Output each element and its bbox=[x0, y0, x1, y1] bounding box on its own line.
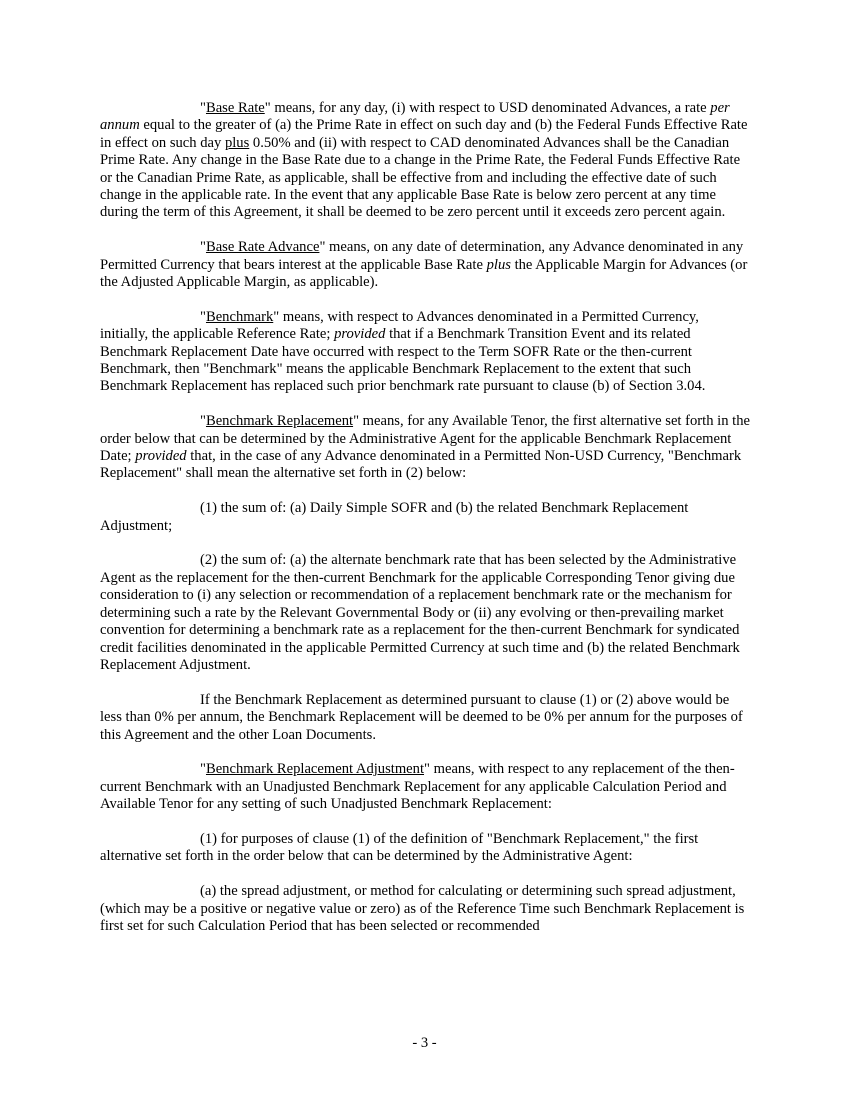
floor-provision: If the Benchmark Replacement as determined pursuant to clause (1) or (2) above would be less than 0% per annum, the Benchmark Replacement will be deemed to be 0% per annum for the purposes of this Agreement and the other Loan Documents. bbox=[100, 691, 743, 743]
document-body bbox=[100, 100, 750, 935]
definition-text: that, in the case of any Advance denominated in a Permitted Non-USD Currency, "Benchmark Replacement" shall mean the alternative set forth in (2) below: bbox=[100, 448, 742, 482]
definition-text: " means, for any day, (i) with respect to USD denominated Advances, a rate bbox=[264, 100, 711, 116]
italic-text: provided bbox=[135, 448, 187, 465]
open-quote: " bbox=[200, 100, 206, 116]
definition-text: 0.50% and (ii) with respect to CAD denominated Advances shall be the Canadian Prime Rate. Any change in the Base Rate due to a change in the Prime Rate, the Federal Funds Effective Rate or the Canadian Prime Rate, as applicable, shall be effective from and including the effective date of such change in the applicable rate. In the event that any applicable Base Rate is below zero percent at any time during the term of this Agreement, it shall be deemed to be zero percent until it exceeds zero percent again. bbox=[100, 134, 741, 221]
open-quote: " bbox=[200, 413, 206, 430]
italic-text: per annum bbox=[100, 100, 730, 134]
clause-1-daily-simple-sofr: (1) the sum of: (a) Daily Simple SOFR and (b) the related Benchmark Replacement Adjustment; bbox=[100, 500, 689, 534]
page-number: - 3 - bbox=[412, 1035, 437, 1051]
definition-text: equal to the greater of (a) the Prime Rate in effect on such day and (b) the Federal Funds Effective Rate in effect on such day bbox=[100, 117, 748, 151]
defined-term: Base Rate bbox=[205, 100, 265, 116]
open-quote: " bbox=[200, 761, 206, 778]
defined-term: Benchmark bbox=[205, 308, 274, 325]
definition-text: " means, with respect to any replacement of the then-current Benchmark with an Unadjusted Benchmark Replacement for any applicable Calculation Period and Available Tenor for any setting of such Unadjusted Benchmark Replacement: bbox=[100, 761, 735, 813]
italic-text: plus bbox=[486, 256, 511, 273]
definition-text: the Applicable Margin for Advances (or the Adjusted Applicable Margin, as applicable). bbox=[100, 256, 748, 291]
underlined-text: plus bbox=[224, 134, 250, 151]
adjustment-clause-1: (1) for purposes of clause (1) of the definition of "Benchmark Replacement," the first alternative set forth in the order below that can be determined by the Administrative Agent: bbox=[100, 830, 699, 865]
open-quote: " bbox=[200, 308, 206, 325]
definition-base-rate bbox=[100, 100, 750, 222]
definition-benchmark bbox=[100, 309, 750, 396]
definition-base-rate-advance bbox=[100, 239, 750, 291]
definition-benchmark-replacement-adjustment bbox=[100, 761, 750, 813]
definition-text: that if a Benchmark Transition Event and its related Benchmark Replacement Date have occurred with respect to the Term SOFR Rate or the then-current Benchmark, then "Benchmark" means the applicable Benchmark Replacement to the extent that such Benchmark Replacement has replaced such prior benchmark rate pursuant to clause (b) of Section 3.04. bbox=[100, 326, 706, 395]
open-quote: " bbox=[200, 239, 206, 256]
definition-text: " means, with respect to Advances denominated in a Permitted Currency, initially, the applicable Reference Rate; bbox=[100, 308, 699, 343]
adjustment-clause-a: (a) the spread adjustment, or method for calculating or determining such spread adjustment, (which may be a positive or negative value or zero) as of the Reference Time such Benchmark Replacement is first set for such Calculation Period that has been selected or recommended bbox=[100, 883, 745, 934]
definition-text: " means, on any date of determination, any Advance denominated in any Permitted Currency that bears interest at the applicable Base Rate bbox=[100, 239, 744, 273]
definition-benchmark-replacement bbox=[100, 413, 750, 483]
defined-term: Base Rate Advance bbox=[205, 239, 320, 256]
defined-term: Benchmark Replacement bbox=[205, 413, 354, 430]
definition-text: " means, for any Available Tenor, the first alternative set forth in the order below that can be determined by the Administrative Agent for the applicable Benchmark Replacement Date; bbox=[100, 413, 750, 465]
italic-text: provided bbox=[334, 326, 386, 343]
defined-term: Benchmark Replacement Adjustment bbox=[205, 761, 425, 778]
clause-2-alternate-benchmark: (2) the sum of: (a) the alternate benchmark rate that has been selected by the Administrative Agent as the replacement for the then-current Benchmark for the applicable Corresponding Tenor giving due consideration to (i) any selection or recommendation of a replacement benchmark rate or the mechanism for determining such a rate by the Relevant Governmental Body or (ii) any evolving or then-prevailing market convention for determining a benchmark rate as a replacement for the then-current Benchmark for syndicated credit facilities denominated in the applicable Permitted Currency at such time and (b) the related Benchmark Replacement Adjustment. bbox=[100, 552, 740, 673]
